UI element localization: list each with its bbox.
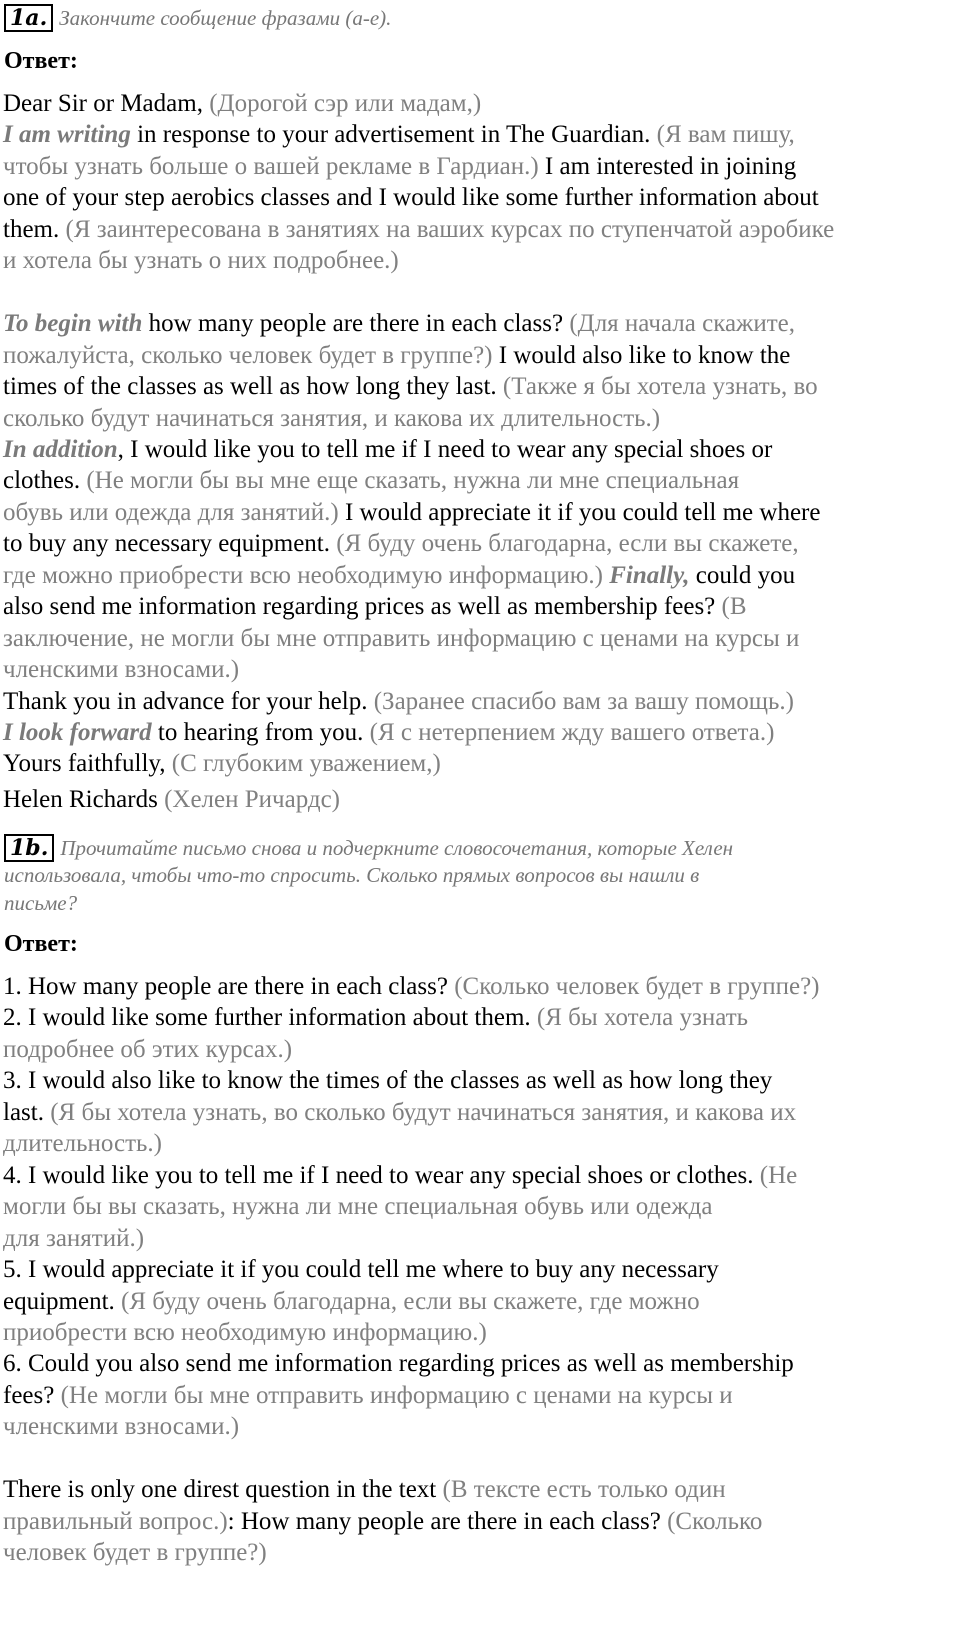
english-text: 4. I would like you to tell me if I need to wear any special shoes or clothes. [3,1161,760,1189]
translation-text: (Для начала скажите, [569,310,795,338]
english-text: 3. I would also like to know the times of the classes as well as how long they [3,1067,773,1095]
translation-text: (Я с нетерпением жду вашего ответа.) [369,719,775,746]
translation-text: (Я буду очень благодарна, если вы скажете, где можно [121,1287,700,1315]
english-text: could you [689,561,796,589]
task-1b-instruction-line: письме? [4,891,78,915]
text-line [3,1474,726,1506]
translation-text: (Сколько [667,1507,763,1535]
translation-text: (Я буду очень благодарна, если вы скажете, [336,530,799,558]
text-line [3,403,660,435]
translation-text: (Хелен Ричардс) [164,785,341,813]
translation-text: (Не [759,1161,798,1189]
text-line [3,434,772,466]
key-phrase: I am writing [3,121,131,149]
translation-text: (Не могли бы вы мне еще сказать, нужна ли мне специальная [86,467,740,495]
english-text: to hearing from you. [151,719,370,746]
text-line [3,1411,239,1443]
translation-text: членскими взносами.) [3,1413,240,1441]
english-text: I would also like to know the [492,341,791,369]
text-line [3,88,481,120]
translation-text: правильный вопрос.) [3,1507,228,1535]
text-line [3,1160,797,1192]
text-line [3,245,399,277]
text-line [3,528,799,560]
text-line [3,1097,796,1129]
text-line [3,1380,733,1412]
english-text: them. [3,215,66,243]
text-line [3,1191,712,1223]
text-line [3,1128,162,1160]
translation-text: длительность.) [3,1130,162,1158]
english-text: 6. Could you also send me information regarding prices as well as membership [3,1350,794,1378]
english-text: Helen Richards [3,785,165,813]
text-line [3,1254,719,1286]
text-line [3,1348,794,1380]
translation-text: (Я бы хотела узнать, во сколько будут начинаться занятия, и какова их [50,1098,797,1126]
english-text: one of your step aerobics classes and I would like some further information about [3,184,819,212]
english-text: , I would like you to tell me if I need to wear any special shoes or [117,435,773,463]
english-text: fees? [3,1381,61,1409]
translation-text: подробнее об этих курсах.) [3,1035,293,1063]
english-text: also send me information regarding prices as well as membership fees? [3,593,722,621]
text-line [3,1223,144,1255]
text-line [3,465,739,497]
english-text: times of the classes as well as how long they last. [3,373,503,401]
key-phrase: Finally, [609,561,690,589]
text-line [3,971,820,1003]
translation-text: (Заранее спасибо вам за вашу помощь.) [373,687,794,715]
key-phrase: To begin with [3,310,143,338]
text-line [3,1065,772,1097]
text-line [3,182,819,214]
translation-text: обувь или одежда для занятий.) [3,498,339,526]
key-phrase: In addition [3,435,118,463]
translation-text: (С глубоким уважением,) [171,750,441,778]
translation-text: могли бы вы сказать, нужна ли мне специальная обувь или одежда [3,1193,713,1221]
task-1a-header [4,4,391,32]
text-line [3,119,795,151]
task-1a-answer-label: Ответ: [4,48,78,74]
text-line [3,1506,762,1538]
text-line [3,1537,267,1569]
english-text: 2. I would like some further information about them. [3,1004,537,1032]
english-text: There is only one direst question in the text [3,1476,443,1504]
translation-text: членскими взносами.) [3,656,240,684]
english-text: Thank you in advance for your help. [3,687,374,715]
task-1a-instruction: Закончите сообщение фразами (a-e). [59,6,392,30]
task-1b-instruction-line: Прочитайте письмо снова и подчеркните словосочетания, которые Хелен [60,836,734,860]
translation-text: (Я вам пишу, [656,121,795,149]
translation-text: (Я заинтересована в занятиях на ваших курсах по ступенчатой аэробике [65,215,835,243]
english-text: last. [3,1098,51,1126]
english-text: Yours faithfully, [3,750,172,778]
english-text: I would appreciate it if you could tell me where [338,498,821,526]
text-line [3,748,441,780]
text-line [3,340,790,372]
translation-text: (Не могли бы мне отправить информацию с ценами на курсы и [60,1381,733,1409]
translation-text: для занятий.) [3,1224,145,1252]
text-line [3,591,747,623]
english-text: in response to your advertisement in The Guardian. [130,121,657,149]
task-1b-number: 1b. [4,834,54,862]
english-text: 5. I would appreciate it if you could tell me where to buy any necessary [3,1256,719,1284]
translation-text: (Сколько человек будет в группе?) [454,973,820,1000]
english-text: how many people are there in each class? [142,310,570,338]
task-1b-answer-label: Ответ: [4,931,78,957]
text-line [3,654,239,686]
text-line [3,686,794,718]
task-1b-instruction-line: использовала, чтобы что-то спросить. Сколько прямых вопросов вы нашли в [4,863,700,887]
text-line [3,371,818,403]
translation-text: заключение, не могли бы мне отправить информацию с ценами на курсы и [3,624,800,652]
key-phrase: I look forward [3,719,152,746]
english-text: Dear Sir or Madam, [3,90,210,117]
text-line [3,1034,292,1066]
translation-text: и хотела бы узнать о них подробнее.) [3,247,399,275]
translation-text: (В тексте есть только один [442,1476,726,1504]
english-text: : How many people are there in each class? [227,1507,668,1535]
text-line [3,151,796,183]
task-1a-number: 1a. [4,4,53,32]
translation-text: пожалуйста, сколько человек будет в группе?) [3,341,493,369]
text-line [3,308,795,340]
translation-text: сколько будут начинаться занятия, и какова их длительность.) [3,404,661,432]
english-text: 1. How many people are there in each class? [3,973,455,1000]
task-1b-header [4,834,733,862]
text-line [3,717,774,749]
english-text: to buy any necessary equipment. [3,530,337,558]
translation-text: (Также я бы хотела узнать, во [502,373,818,401]
translation-text: (Я бы хотела узнать [536,1004,749,1032]
text-line [3,560,795,592]
translation-text: чтобы узнать больше о вашей рекламе в Гардиан.) [3,152,539,180]
text-line [3,1286,700,1318]
text-line [3,1002,748,1034]
translation-text: где можно приобрести всю необходимую информацию.) [3,561,603,589]
english-text: clothes. [3,467,87,495]
text-line [3,623,799,655]
english-text: equipment. [3,1287,122,1315]
translation-text: (Дорогой сэр или мадам,) [209,90,482,117]
translation-text: (В [721,593,747,621]
english-text: I am interested in joining [538,152,797,180]
translation-text: человек будет в группе?) [3,1539,267,1567]
text-line [3,784,340,816]
translation-text: приобрести всю необходимую информацию.) [3,1318,487,1346]
text-line [3,1317,487,1349]
text-line [3,214,834,246]
text-line [3,497,820,529]
